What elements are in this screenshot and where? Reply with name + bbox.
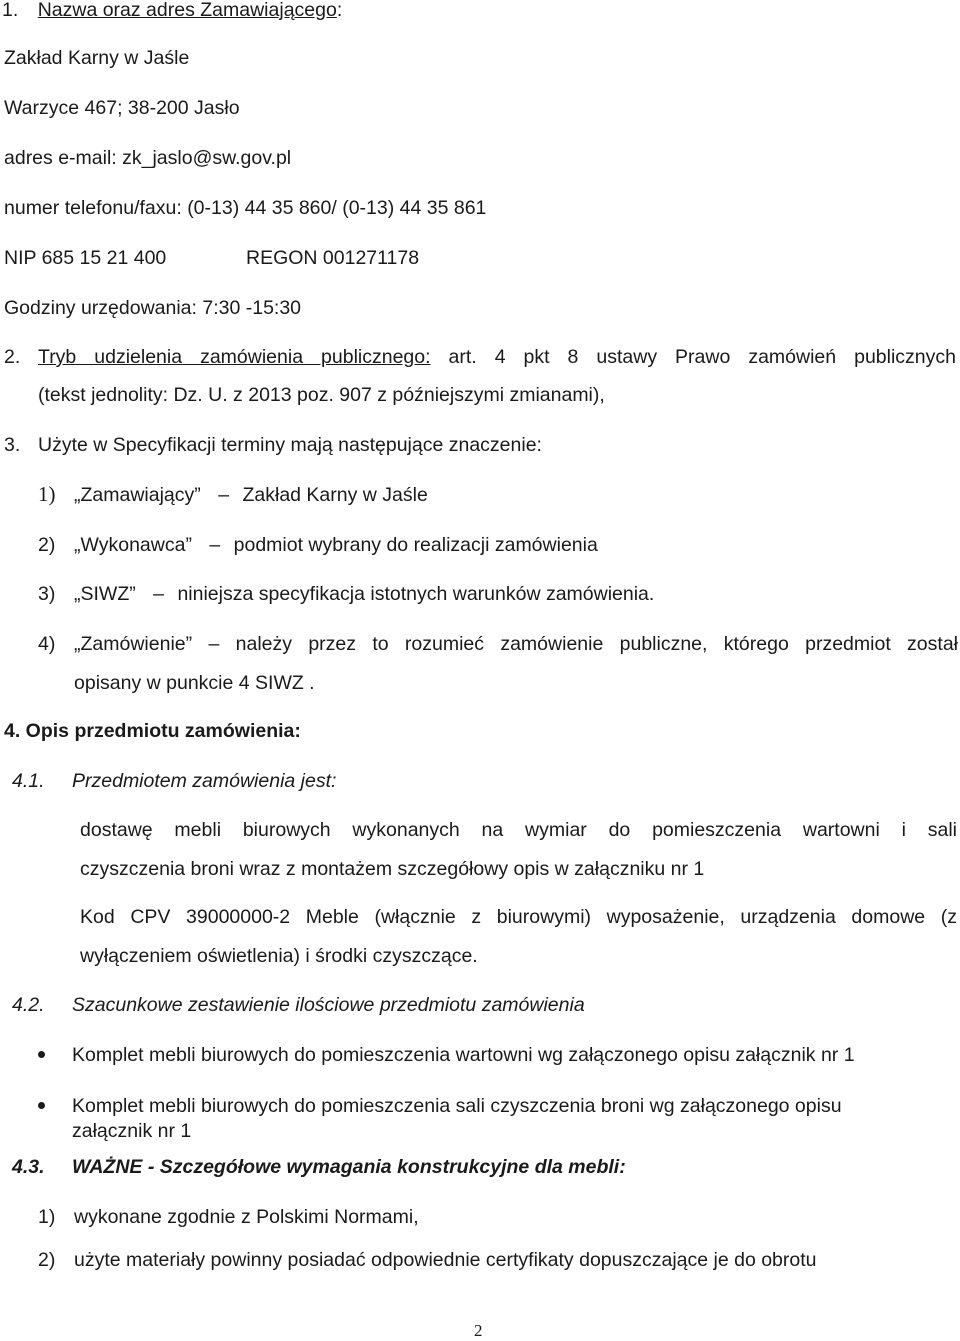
bullet-icon <box>38 1051 45 1058</box>
contracting-authority-name: Zakład Karny w Jaśle <box>4 47 190 69</box>
definition-number: 4) <box>38 633 56 655</box>
definition-term: „Zamawiający” <box>74 484 201 506</box>
section-2-heading: Tryb udzielenia zamówienia publicznego: <box>38 346 431 368</box>
definition-dash: – <box>208 633 220 655</box>
definition-item <box>74 533 598 557</box>
contracting-authority-nip: NIP 685 15 21 400 <box>4 247 167 269</box>
definition-item <box>74 483 428 507</box>
definition-dash: – <box>218 484 230 506</box>
page-number: 2 <box>474 1321 483 1340</box>
bullet-icon <box>38 1102 45 1109</box>
subsection-4-2-number: 4.2. <box>12 994 45 1016</box>
section-2-number: 2. <box>4 346 21 368</box>
definition-text-continued: opisany w punkcie 4 SIWZ . <box>74 672 315 694</box>
section-title: Nazwa oraz adres Zamawiającego <box>37 0 337 21</box>
section-2-line-2: (tekst jednolity: Dz. U. z 2013 poz. 907 z późniejszymi zmianami), <box>38 384 605 406</box>
heading-colon: : <box>336 0 343 21</box>
definition-item <box>74 582 654 606</box>
subsection-4-3-title: WAŻNE - Szczegółowe wymagania konstrukcyjne dla mebli: <box>72 1156 626 1178</box>
definition-number: 1) <box>38 482 56 506</box>
definition-text: niniejsza specyfikacja istotnych warunków zamówienia. <box>177 583 655 605</box>
contracting-authority-email: adres e-mail: zk_jaslo@sw.gov.pl <box>4 147 292 169</box>
section-3-intro: Użyte w Specyfikacji terminy mają następujące znaczenie: <box>38 434 542 456</box>
office-hours: Godziny urzędowania: 7:30 -15:30 <box>4 297 302 319</box>
definition-term: „Zamówienie” <box>74 633 193 655</box>
section-4-heading: 4. Opis przedmiotu zamówienia: <box>4 720 301 742</box>
requirement-number: 2) <box>38 1249 56 1271</box>
definition-term: „SIWZ” <box>74 583 136 605</box>
section-3-number: 3. <box>4 434 21 456</box>
definition-text: Zakład Karny w Jaśle <box>242 484 428 506</box>
list-item: Komplet mebli biurowych do pomieszczenia wartowni wg załączonego opisu załącznik nr 1 <box>72 1044 855 1066</box>
section-1-heading <box>2 0 342 22</box>
definition-dash: – <box>209 534 221 556</box>
cpv-code-line-2: wyłączeniem oświetlenia) i środki czyszczące. <box>80 945 478 967</box>
subsection-4-1-number: 4.1. <box>12 770 45 792</box>
definition-dash: – <box>153 583 165 605</box>
definition-item <box>74 632 958 656</box>
order-description-line-1: dostawę mebli biurowych wykonanych na wymiar do pomieszczenia wartowni i sali <box>80 819 957 841</box>
list-item-continued: załącznik nr 1 <box>72 1120 192 1142</box>
section-number: 1. <box>2 0 19 21</box>
requirement-number: 1) <box>38 1206 56 1228</box>
definition-term: „Wykonawca” <box>74 534 192 556</box>
subsection-4-1-title: Przedmiotem zamówienia jest: <box>72 770 337 792</box>
section-2-line-1 <box>38 345 956 369</box>
list-item: Komplet mebli biurowych do pomieszczenia sali czyszczenia broni wg załączonego opisu <box>72 1095 842 1117</box>
contracting-authority-regon: REGON 001271178 <box>246 247 420 269</box>
requirement-text: wykonane zgodnie z Polskimi Normami, <box>74 1206 419 1228</box>
requirement-text: użyte materiały powinny posiadać odpowiednie certyfikaty dopuszczające je do obrotu <box>74 1249 817 1271</box>
subsection-4-3-number: 4.3. <box>12 1156 45 1178</box>
contracting-authority-phone: numer telefonu/faxu: (0-13) 44 35 860/ (0-13) 44 35 861 <box>4 197 487 219</box>
cpv-code-line-1: Kod CPV 39000000-2 Meble (włącznie z biurowymi) wyposażenie, urządzenia domowe (z <box>80 906 957 928</box>
contracting-authority-address: Warzyce 467; 38-200 Jasło <box>4 97 240 119</box>
definition-number: 2) <box>38 534 56 556</box>
definition-text: należy przez to rozumieć zamówienie publiczne, którego przedmiot został <box>235 633 958 655</box>
definition-text: podmiot wybrany do realizacji zamówienia <box>233 534 598 556</box>
subsection-4-2-title: Szacunkowe zestawienie ilościowe przedmiotu zamówienia <box>72 994 585 1016</box>
section-2-text: art. 4 pkt 8 ustawy Prawo zamówień publicznych <box>448 346 956 368</box>
order-description-line-2: czyszczenia broni wraz z montażem szczegółowy opis w załączniku nr 1 <box>80 858 705 880</box>
definition-number: 3) <box>38 583 56 605</box>
